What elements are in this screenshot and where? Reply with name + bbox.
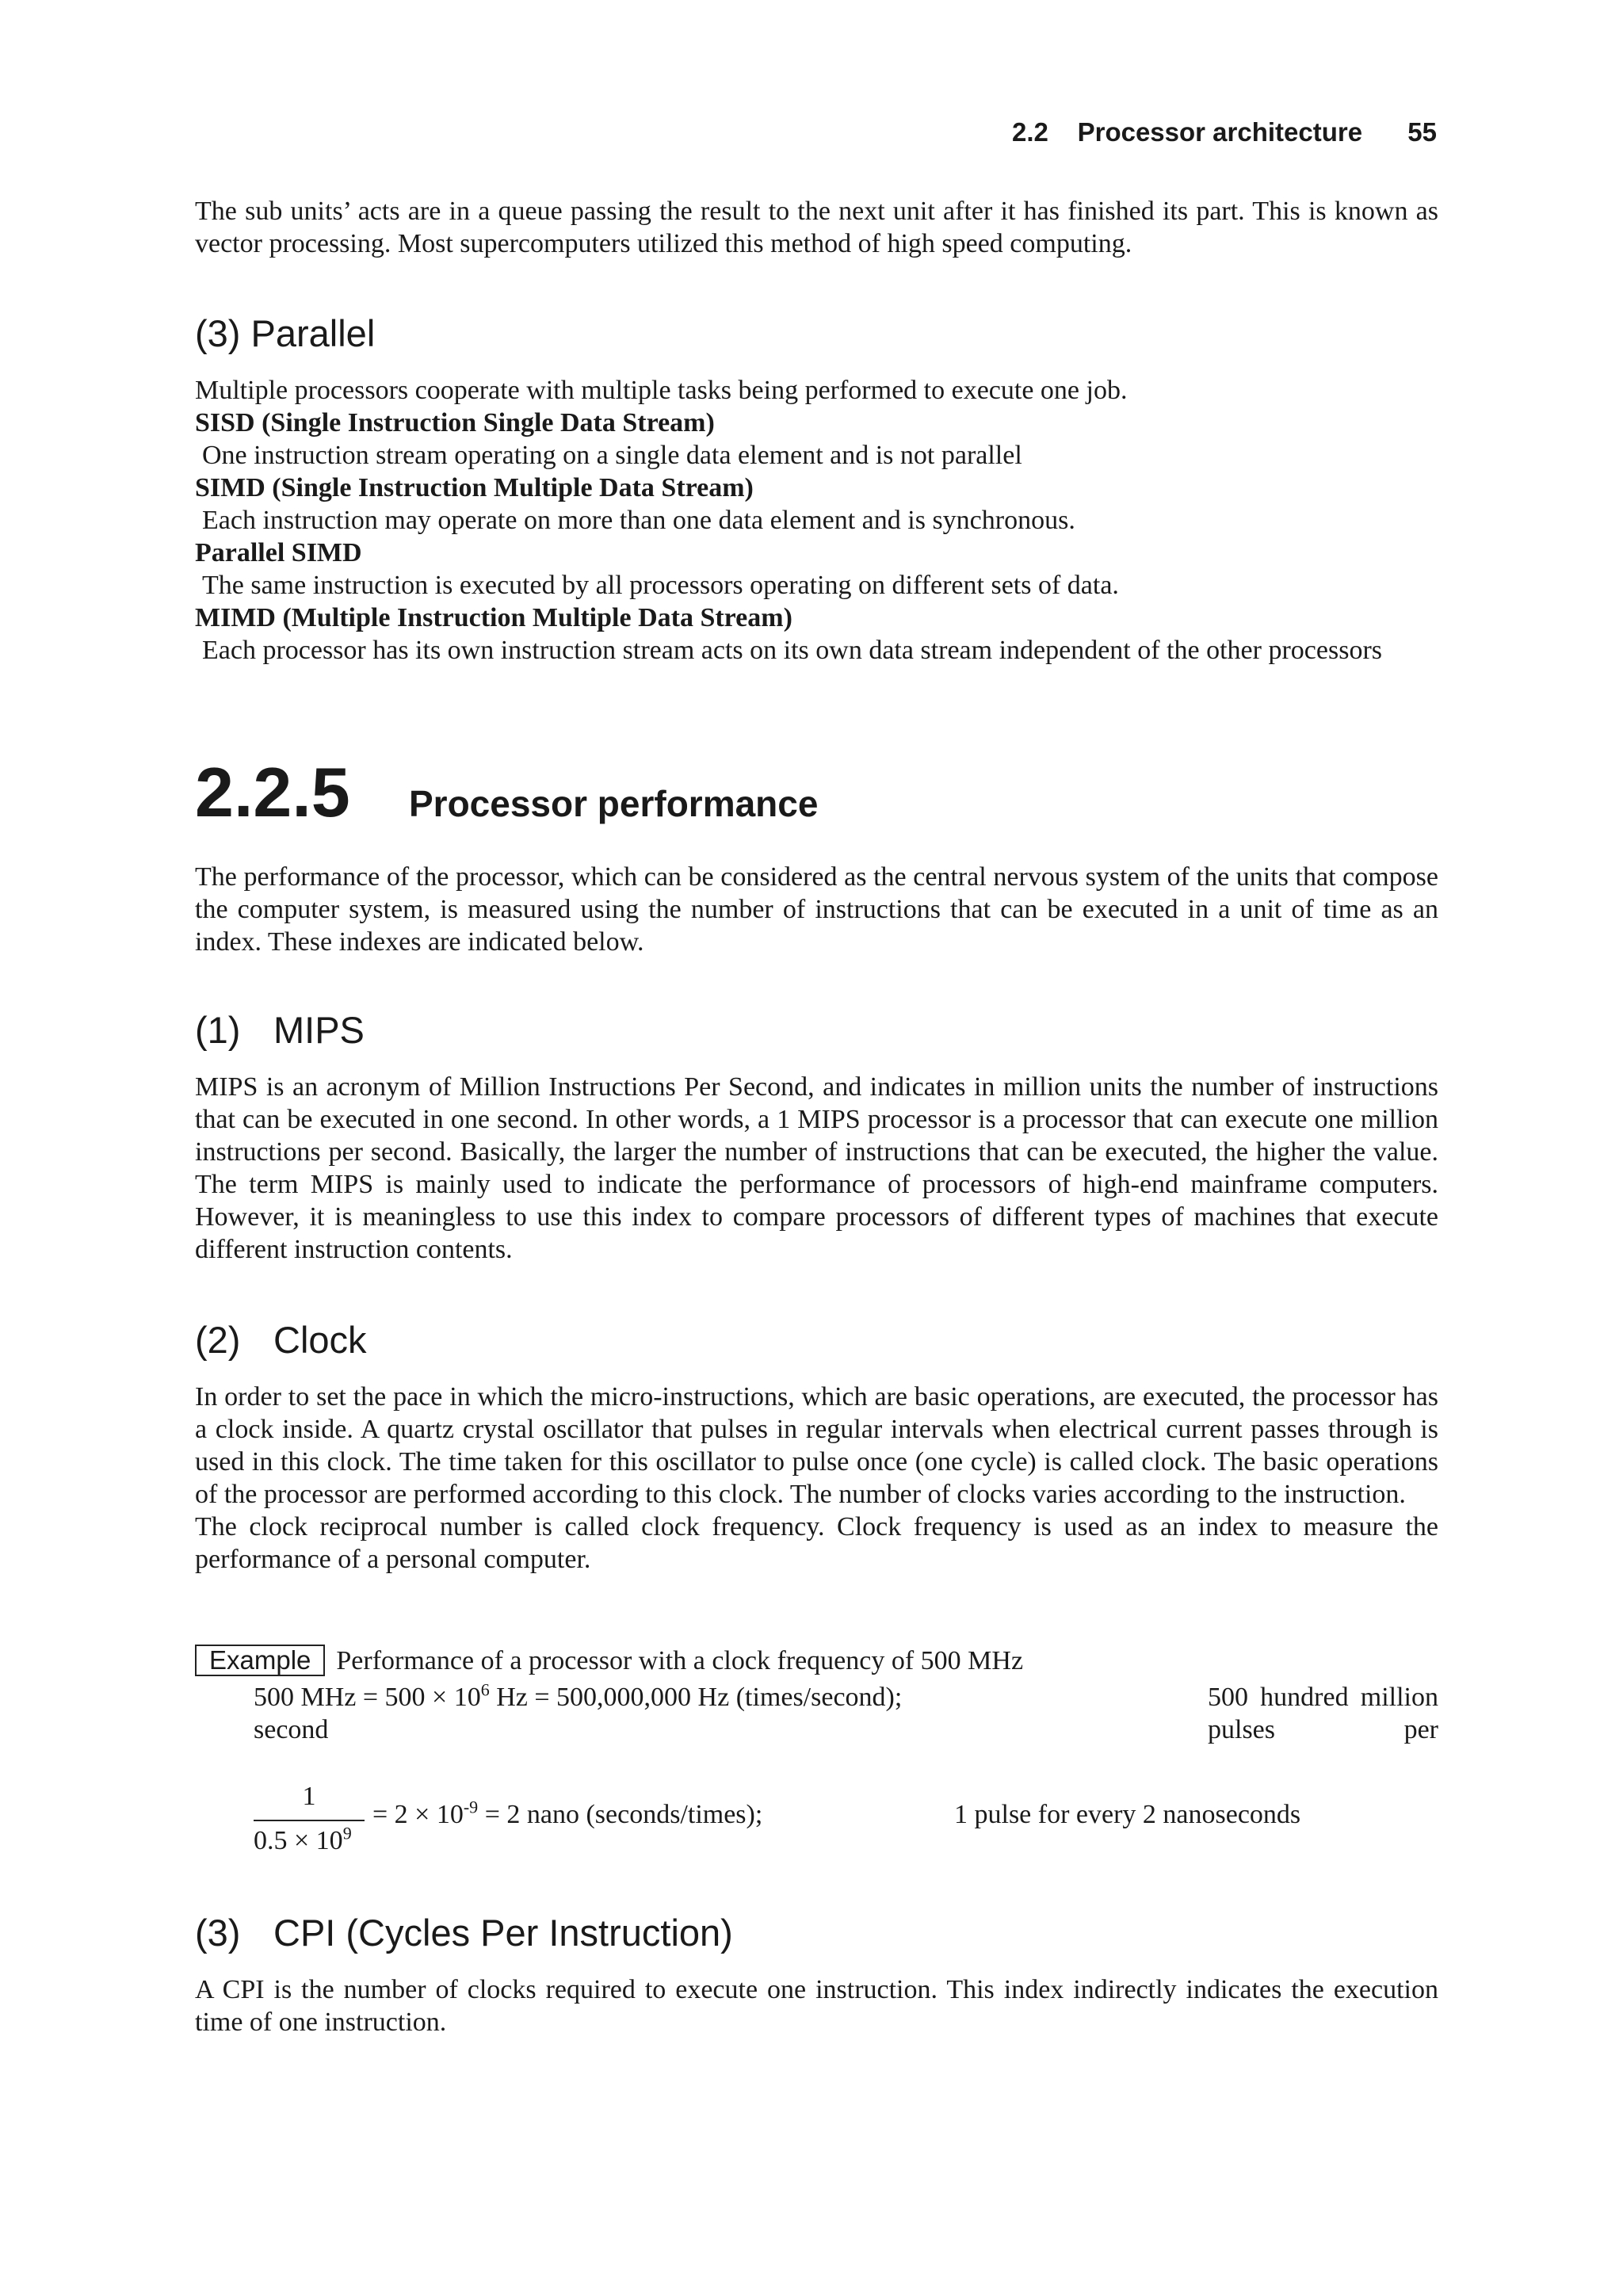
intro-paragraph: The sub units’ acts are in a queue passing the result to the next unit after it has finished its part. This is known as vector processing. Most supercomputers utilized this method of high speed computing. (195, 197, 1438, 258)
term-sisd: SISD (Single Instruction Single Data Stream) (195, 408, 715, 437)
fraction-denominator-exponent: 9 (342, 1823, 352, 1843)
cpi-number: (3) (195, 1912, 241, 1954)
parallel-intro: Multiple processors cooperate with multiple tasks being performed to execute one job. (195, 376, 1128, 405)
cpi-body: A CPI is the number of clocks required to execute one instruction. This index indirectly indicates the execution time of one instruction. (195, 1975, 1438, 2037)
example-line-1 (254, 1681, 1438, 1746)
clock-body-1: In order to set the pace in which the micro-instructions, which are basic operations, are executed, the processor has a clock inside. A quartz crystal oscillator that pulses in regular intervals when electrical current passes through is used in this clock. The time taken for this oscillator to pulse once (one cycle) is called clock. The basic operations of the processor are performed according to this clock. The number of clocks varies according to the instruction. (195, 1382, 1438, 1509)
fraction-bar (254, 1820, 365, 1821)
ex-line2-c: 1 pulse for every 2 nanoseconds (954, 1800, 1301, 1829)
mips-heading (195, 1008, 1438, 1052)
cpi-body-block (195, 1973, 1438, 2038)
desc-simd: Each instruction may operate on more than one data element and is synchronous. (202, 506, 1075, 535)
section-intro-paragraph: The performance of the processor, which can be considered as the central nervous system of the units that compose the computer system, is measured using the number of instructions that can be executed in a unit of time as an index. These indexes are indicated below. (195, 862, 1438, 957)
fraction-numerator: 1 (302, 1782, 316, 1811)
example-line-2-note (954, 1798, 1430, 1831)
section-225-heading (195, 753, 1438, 832)
clock-body-block (195, 1381, 1438, 1576)
cpi-heading (195, 1911, 1438, 1955)
cpi-title: CPI (Cycles Per Instruction) (273, 1912, 733, 1954)
fraction-denominator: 0.5 × 10 (254, 1826, 343, 1855)
ex-line1-d: second (254, 1715, 329, 1744)
parallel-number: (3) (195, 312, 241, 354)
clock-heading (195, 1318, 1438, 1362)
example-line-2 (372, 1798, 848, 1831)
page-number: 55 (1407, 117, 1437, 147)
section-title: Processor performance (409, 783, 819, 824)
mips-title: MIPS (273, 1009, 365, 1051)
ex-line1-sup: 6 (480, 1679, 490, 1700)
header-title: Processor architecture (1077, 117, 1363, 147)
clock-number: (2) (195, 1319, 241, 1361)
parallel-section (195, 374, 1438, 667)
parallel-heading (195, 311, 1438, 356)
example-title: Performance of a processor with a clock frequency of 500 MHz (336, 1646, 1024, 1675)
parallel-title: Parallel (250, 312, 376, 354)
ex-line1-a: 500 MHz = 500 × 10 (254, 1683, 481, 1712)
running-header (1012, 117, 1437, 147)
example-block (195, 1645, 1438, 1677)
term-mimd: MIMD (Multiple Instruction Multiple Data Stream) (195, 603, 792, 632)
example-title-line (195, 1645, 1438, 1677)
desc-parallel-simd: The same instruction is executed by all processors operating on different sets of data. (202, 571, 1119, 600)
section-225-intro (195, 861, 1438, 958)
example-label: Example (195, 1645, 325, 1676)
ex-line1-b: Hz = 500,000,000 Hz (times/second); (489, 1683, 903, 1712)
term-simd: SIMD (Single Instruction Multiple Data Stream) (195, 473, 754, 502)
ex-line2-sup: -9 (463, 1797, 479, 1817)
header-section-number: 2.2 (1012, 117, 1048, 147)
mips-body: MIPS is an acronym of Million Instructions Per Second, and indicates in million units the number of instructions that can be executed in one second. In other words, a 1 MIPS processor is a processor that can execute one million instructions per second. Basically, the larger the number of instructions that can be executed, the higher the value. The term MIPS is mainly used to indicate the performance of processors of high-end mainframe computers. However, it is meaningless to use this index to compare processors of different types of machines that execute different instruction contents. (195, 1072, 1438, 1264)
clock-body-2: The clock reciprocal number is called clock frequency. Clock frequency is used as an index to measure the performance of a personal computer. (195, 1512, 1438, 1574)
mips-body-block (195, 1071, 1438, 1266)
desc-mimd: Each processor has its own instruction stream acts on its own data stream independent of the other processors (202, 636, 1382, 665)
clock-title: Clock (273, 1319, 367, 1361)
ex-line1-c: 500 hundred million pulses per (1208, 1683, 1438, 1744)
section-number: 2.2.5 (195, 753, 350, 831)
ex-line2-a: = 2 × 10 (372, 1800, 464, 1829)
term-parallel-simd: Parallel SIMD (195, 538, 362, 567)
desc-sisd: One instruction stream operating on a single data element and is not parallel (202, 441, 1022, 470)
mips-number: (1) (195, 1009, 241, 1051)
intro-block (195, 195, 1438, 260)
ex-line2-b: = 2 nano (seconds/times); (478, 1800, 763, 1829)
